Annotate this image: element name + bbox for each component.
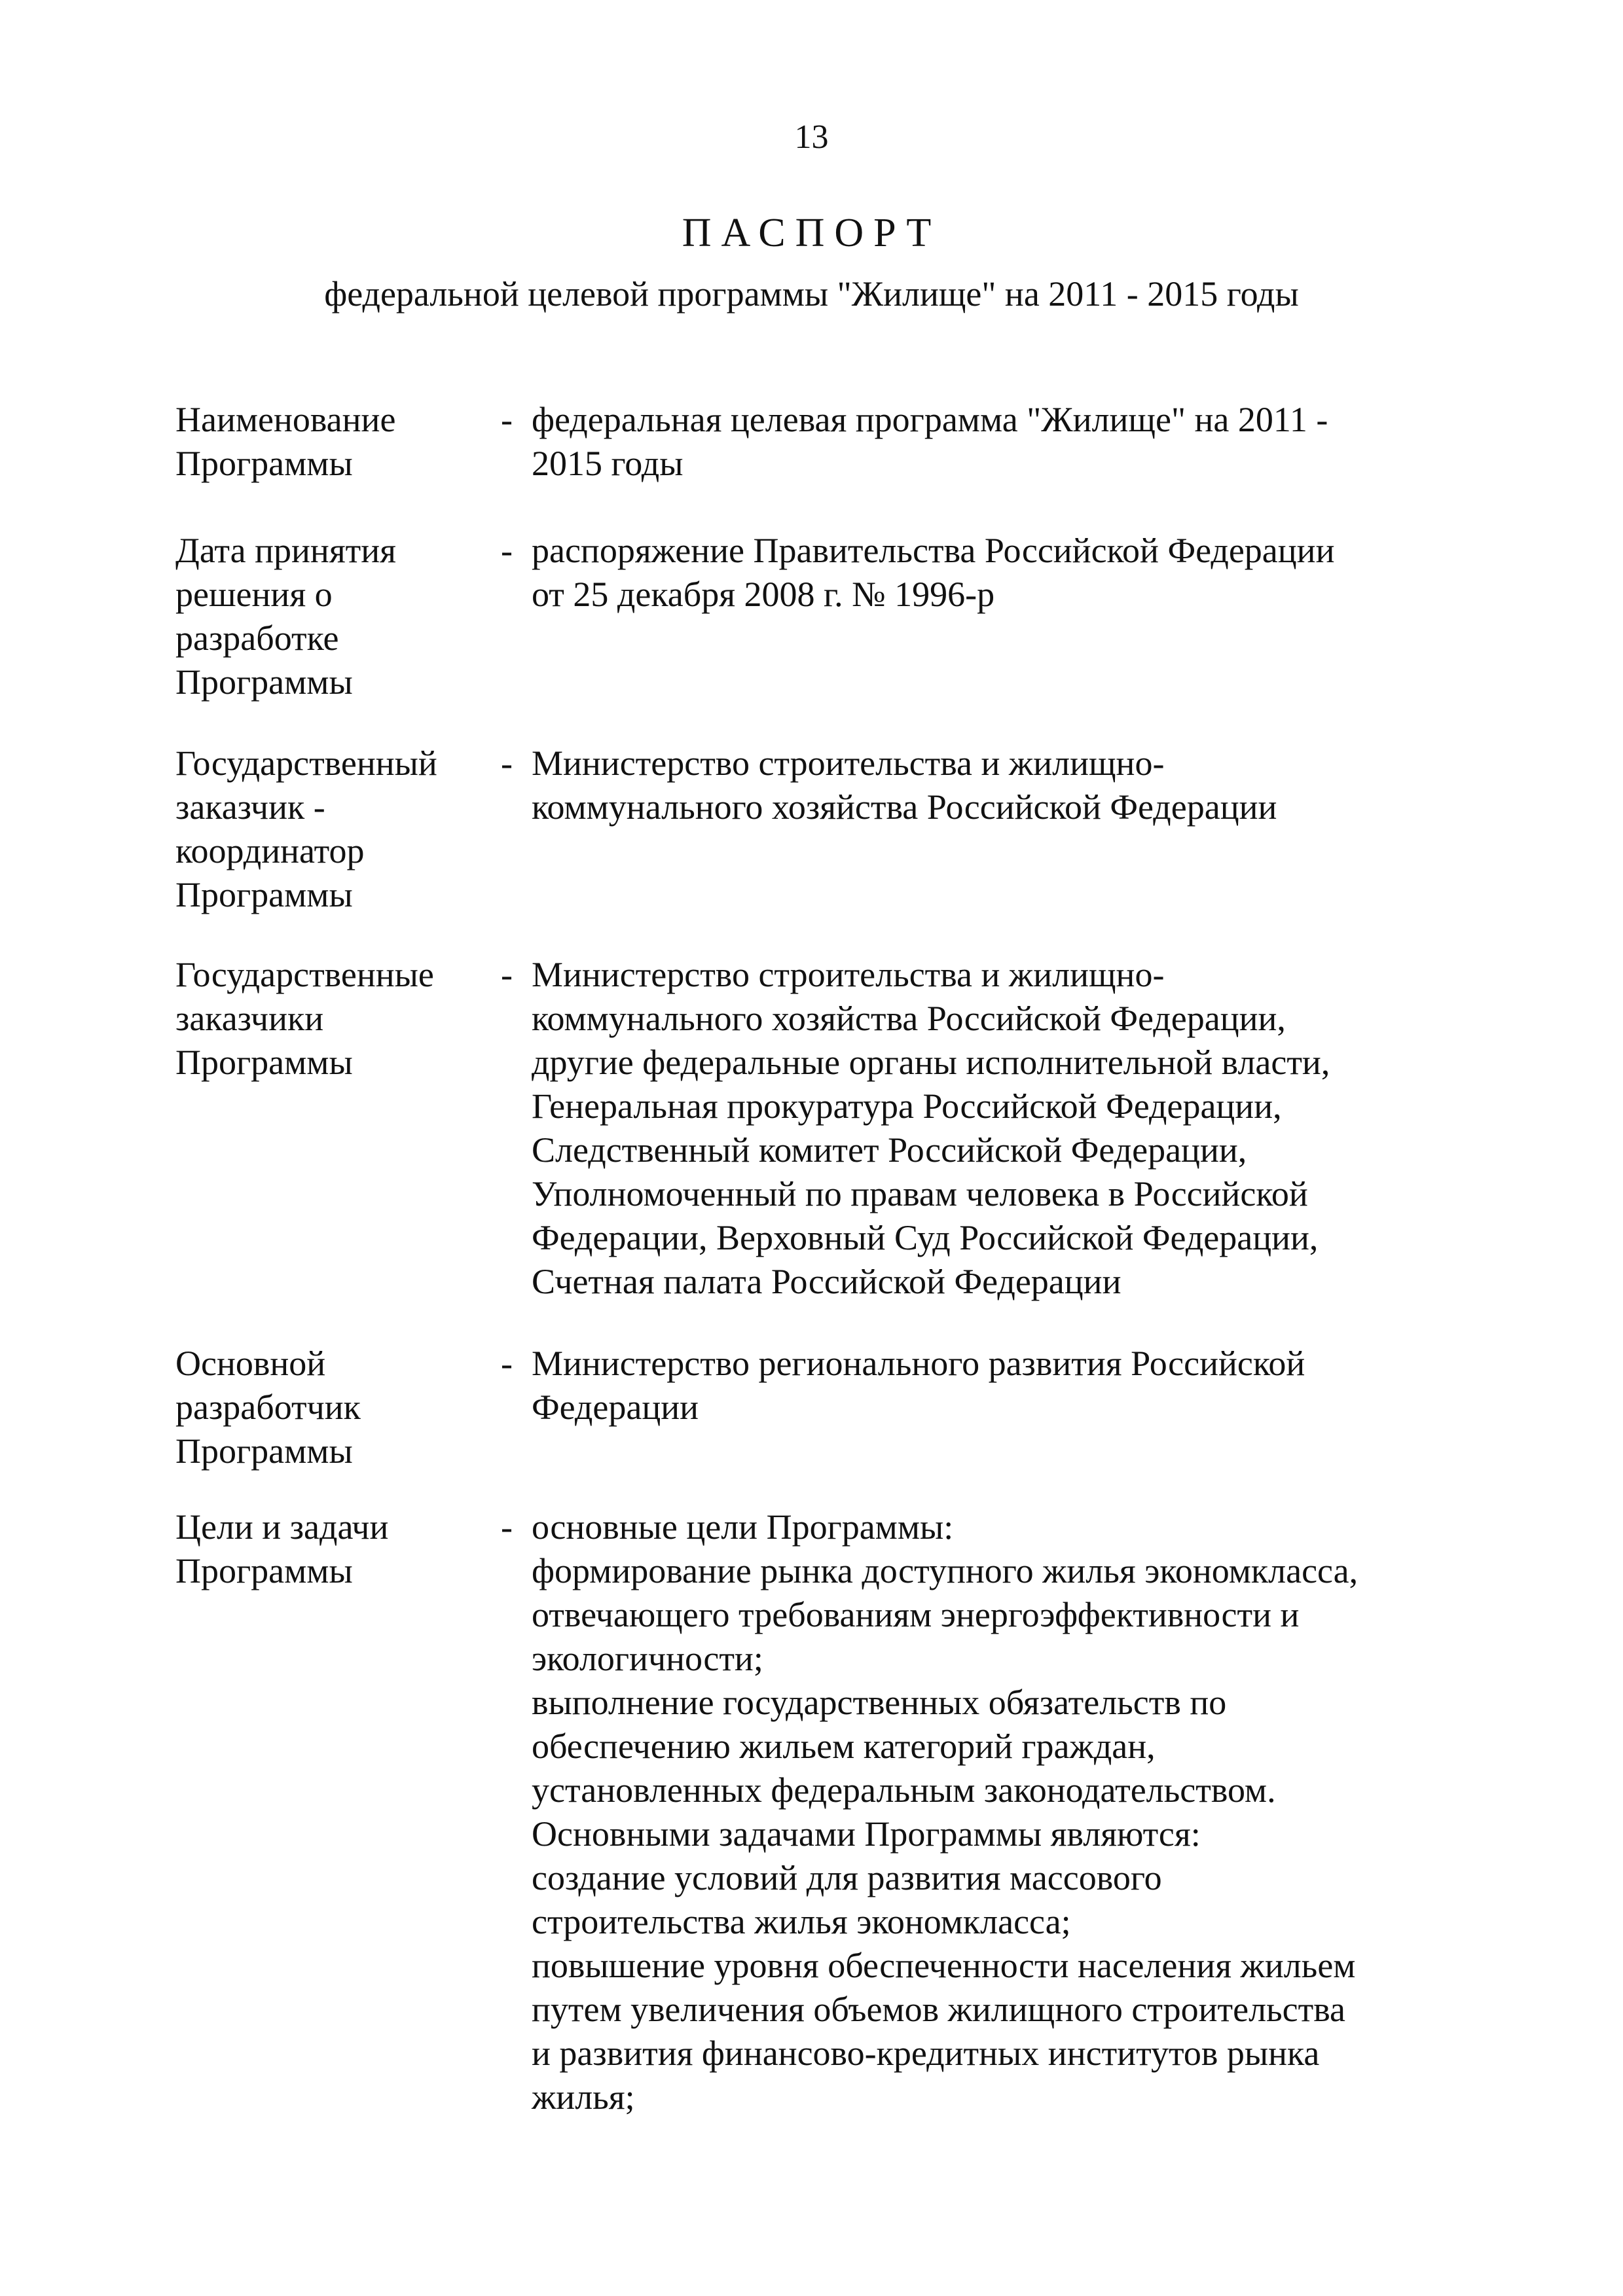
document-title: ПАСПОРТ <box>682 211 941 255</box>
row-dash: - <box>501 955 513 994</box>
row-label <box>175 529 490 704</box>
label-line: Программы <box>175 875 353 914</box>
value-line: создание условий для развития массового <box>532 1858 1162 1897</box>
value-line: Федерации <box>532 1388 699 1427</box>
value-line: Следственный комитет Российской Федерации, <box>532 1130 1247 1170</box>
value-line: коммунального хозяйства Российской Федерации <box>532 787 1277 827</box>
row-label <box>175 742 490 917</box>
label-line: Программы <box>175 662 353 702</box>
value-line: Уполномоченный по правам человека в Российской <box>532 1174 1308 1213</box>
label-line: заказчики <box>175 999 324 1038</box>
value-line: федеральная целевая программа "Жилище" на 2011 - <box>532 400 1328 439</box>
row-value <box>532 398 1474 486</box>
value-line: обеспечению жильем категорий граждан, <box>532 1727 1156 1766</box>
document-subtitle: федеральной целевой программы "Жилище" на 2011 - 2015 годы <box>324 274 1299 314</box>
label-line: Наименование <box>175 400 396 439</box>
row-value <box>532 953 1474 1304</box>
value-line: Министерство строительства и жилищно- <box>532 744 1165 783</box>
label-line: разработчик <box>175 1388 361 1427</box>
value-line: выполнение государственных обязательств по <box>532 1683 1227 1722</box>
label-line: решения о <box>175 575 333 614</box>
label-line: Программы <box>175 444 353 483</box>
page-number: 13 <box>794 118 829 156</box>
label-line: Программы <box>175 1431 353 1471</box>
value-line: установленных федеральным законодательством. <box>532 1770 1276 1810</box>
value-line: отвечающего требованиям энергоэффективности и <box>532 1595 1300 1634</box>
value-line: и развития финансово-кредитных институтов рынка <box>532 2034 1320 2073</box>
value-line: формирование рынка доступного жилья экономкласса, <box>532 1551 1359 1590</box>
label-line: заказчик - <box>175 787 325 827</box>
value-line: коммунального хозяйства Российской Федерации, <box>532 999 1286 1038</box>
label-line: разработке <box>175 619 339 658</box>
row-value <box>532 1505 1474 2119</box>
row-label <box>175 953 490 1085</box>
label-line: Государственный <box>175 744 437 783</box>
value-line: строительства жилья экономкласса; <box>532 1902 1071 1941</box>
label-line: Цели и задачи <box>175 1507 389 1547</box>
label-line: координатор <box>175 831 365 870</box>
row-dash: - <box>501 400 513 439</box>
value-line: другие федеральные органы исполнительной власти, <box>532 1043 1330 1082</box>
value-line: жилья; <box>532 2077 635 2117</box>
row-value <box>532 1342 1474 1429</box>
row-dash: - <box>501 531 513 570</box>
value-line: основные цели Программы: <box>532 1507 954 1547</box>
value-line: Министерство регионального развития Российской <box>532 1344 1305 1383</box>
row-dash: - <box>501 1507 513 1547</box>
label-line: Программы <box>175 1551 353 1590</box>
label-line: Основной <box>175 1344 326 1383</box>
value-line: 2015 годы <box>532 444 684 483</box>
value-line: Основными задачами Программы являются: <box>532 1814 1201 1854</box>
value-line: Федерации, Верховный Суд Российской Федерации, <box>532 1218 1319 1257</box>
value-line: Счетная палата Российской Федерации <box>532 1262 1122 1301</box>
row-label <box>175 1505 490 1593</box>
row-dash: - <box>501 744 513 783</box>
row-dash: - <box>501 1344 513 1383</box>
row-value <box>532 529 1474 617</box>
value-line: от 25 декабря 2008 г. № 1996-р <box>532 575 995 614</box>
value-line: путем увеличения объемов жилищного строительства <box>532 1990 1346 2029</box>
label-line: Дата принятия <box>175 531 396 570</box>
value-line: Генеральная прокуратура Российской Федерации, <box>532 1086 1282 1126</box>
label-line: Программы <box>175 1043 353 1082</box>
value-line: повышение уровня обеспеченности населения жильем <box>532 1946 1356 1985</box>
label-line: Государственные <box>175 955 434 994</box>
row-label <box>175 1342 490 1473</box>
row-value <box>532 742 1474 829</box>
row-label <box>175 398 490 486</box>
value-line: распоряжение Правительства Российской Федерации <box>532 531 1335 570</box>
value-line: Министерство строительства и жилищно- <box>532 955 1165 994</box>
value-line: экологичности; <box>532 1639 763 1678</box>
